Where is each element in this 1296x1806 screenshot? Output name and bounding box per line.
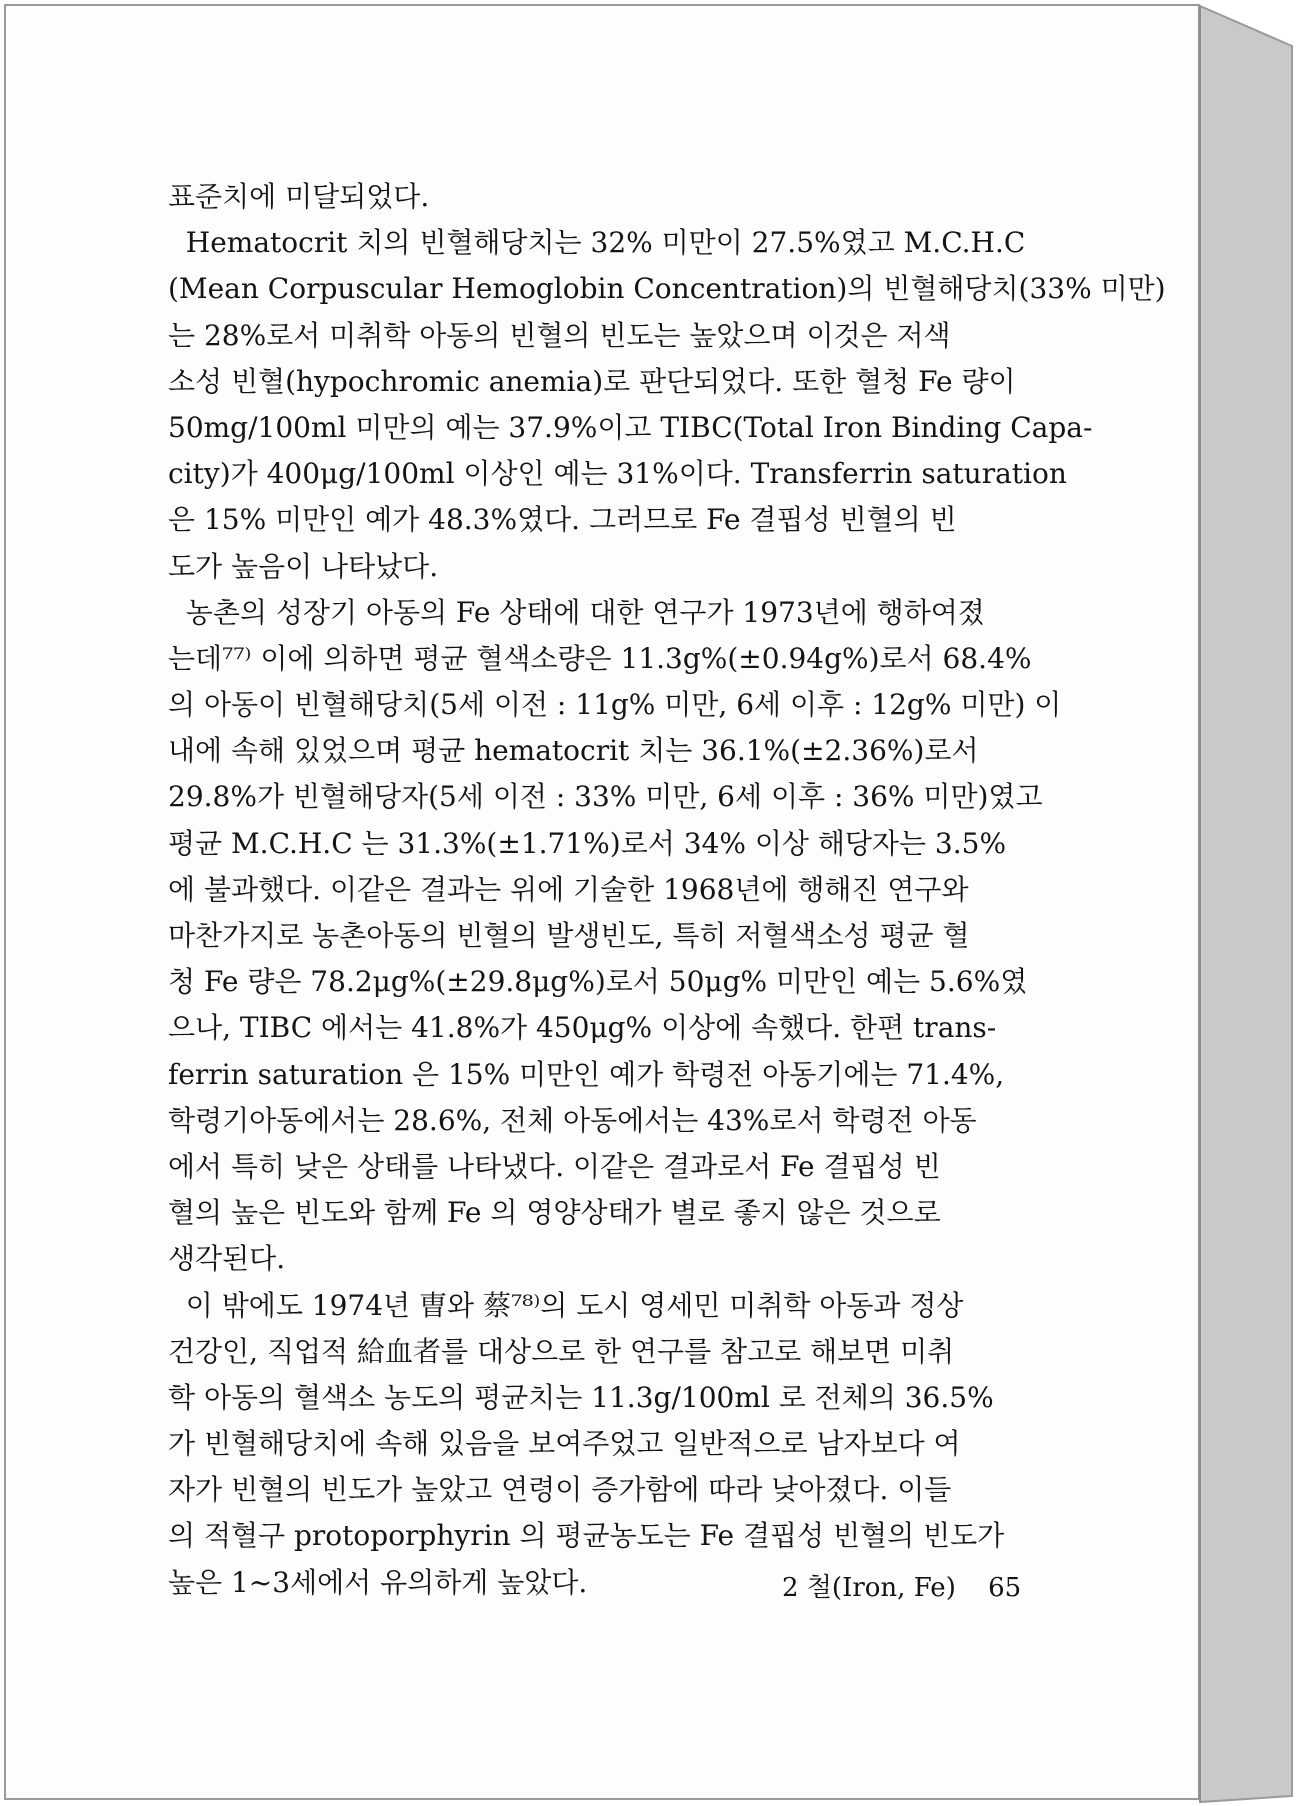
text-line: 청 Fe 량은 78.2μg%(±29.8μg%)로서 50μg% 미만인 예는 5.6%였: [168, 965, 1028, 999]
paragraph: [168, 220, 1166, 590]
text-line: 생각된다.: [168, 1242, 286, 1276]
text-line: 평균 M.C.H.C 는 31.3%(±1.71%)로서 34% 이상 해당자는 3.5%: [168, 826, 1007, 860]
text-line: city)가 400μg/100ml 이상인 예는 31%이다. Transferrin saturation: [168, 457, 1067, 491]
text-line: 소성 빈혈(hypochromic anemia)로 판단되었다. 또한 혈청 Fe 량이: [168, 364, 1016, 398]
paragraph: [168, 590, 1062, 1283]
page-edge-side: [1200, 6, 1292, 1802]
text-line: 29.8%가 빈혈해당자(5세 이전 : 33% 미만, 6세 이후 : 36% 미만)였고: [168, 780, 1043, 814]
text-line: 도가 높음이 나타났다.: [168, 549, 439, 583]
text-line: 이 밖에도 1974년 曺와 蔡⁷⁸⁾의 도시 영세민 미취학 아동과 정상: [168, 1288, 964, 1322]
text-line: 학 아동의 혈색소 농도의 평균치는 11.3g/100ml 로 전체의 36.5%: [168, 1380, 994, 1414]
text-line: 는 28%로서 미취학 아동의 빈혈의 빈도는 높았으며 이것은 저색: [168, 318, 951, 352]
text-line: 높은 1~3세에서 유의하게 높았다.: [168, 1565, 588, 1599]
text-line: 내에 속해 있었으며 평균 hematocrit 치는 36.1%(±2.36%)로서: [168, 734, 979, 768]
text-line: (Mean Corpuscular Hemoglobin Concentration)의 빈혈해당치(33% 미만): [168, 272, 1166, 306]
text-line: 마찬가지로 농촌아동의 빈혈의 발생빈도, 특히 저혈색소성 평균 혈: [168, 919, 970, 952]
text-line: 에 불과했다. 이같은 결과는 위에 기술한 1968년에 행해진 연구와: [168, 872, 969, 906]
running-head: 2 철(Iron, Fe): [782, 1573, 956, 1603]
page-footer: [782, 1568, 1021, 1608]
text-line: 의 아동이 빈혈해당치(5세 이전 : 11g% 미만, 6세 이후 : 12g% 미만) 이: [168, 688, 1062, 722]
text-line: 자가 빈혈의 빈도가 높았고 연령이 증가함에 따라 낮아졌다. 이들: [168, 1473, 952, 1507]
text-line: 50mg/100ml 미만의 예는 37.9%이고 TIBC(Total Iron Binding Capa-: [168, 410, 1093, 444]
text-line: 의 적혈구 protoporphyrin 의 평균농도는 Fe 결핍성 빈혈의 빈도가: [168, 1519, 1005, 1553]
text-line: 표준치에 미달되었다.: [168, 180, 430, 213]
text-line: 학령기아동에서는 28.6%, 전체 아동에서는 43%로서 학령전 아동: [168, 1103, 977, 1137]
paragraph: [168, 1283, 1032, 1606]
text-line: 가 빈혈해당치에 속해 있음을 보여주었고 일반적으로 남자보다 여: [168, 1427, 961, 1461]
text-line: 는데⁷⁷⁾ 이에 의하면 평균 혈색소량은 11.3g%(±0.94g%)로서 68.4%: [168, 641, 1032, 675]
page-number: 65: [988, 1573, 1022, 1603]
text-line: 에서 특히 낮은 상태를 나타냈다. 이같은 결과로서 Fe 결핍성 빈: [168, 1149, 941, 1183]
paragraph: [168, 174, 1032, 220]
text-line: ferrin saturation 은 15% 미만인 예가 학령전 아동기에는 71.4%,: [168, 1057, 1005, 1091]
text-line: 으나, TIBC 에서는 41.8%가 450μg% 이상에 속했다. 한편 trans-: [168, 1011, 997, 1045]
text-line: 혈의 높은 빈도와 함께 Fe 의 영양상태가 별로 좋지 않은 것으로: [168, 1196, 941, 1230]
body-text: [168, 174, 1166, 1606]
text-line: 건강인, 직업적 給血者를 대상으로 한 연구를 참고로 해보면 미취: [168, 1334, 955, 1368]
text-line: Hematocrit 치의 빈혈해당치는 32% 미만이 27.5%였고 M.C.H.C: [168, 226, 1026, 260]
text-line: 농촌의 성장기 아동의 Fe 상태에 대한 연구가 1973년에 행하여졌: [168, 595, 985, 629]
text-line: 은 15% 미만인 예가 48.3%였다. 그러므로 Fe 결핍성 빈혈의 빈: [168, 503, 957, 537]
